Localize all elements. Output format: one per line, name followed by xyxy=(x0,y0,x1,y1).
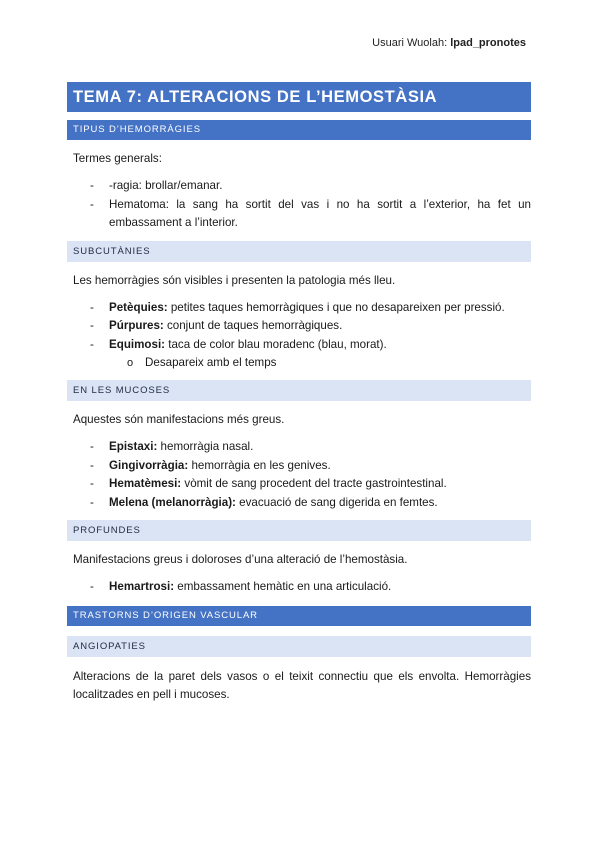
term-label: Púrpures: xyxy=(109,319,164,332)
list-item: - Hematoma: la sang ha sortit del vas i no ha sortit a l’exterior, ha fet un embassament a l’interior. xyxy=(67,196,531,233)
list-item xyxy=(67,299,531,318)
term-label: Petèquies: xyxy=(109,300,168,314)
term-list xyxy=(67,177,531,233)
list-item: - -ragia: brollar/emanar. xyxy=(67,177,531,196)
header-user xyxy=(372,37,526,49)
section-heading-subcutanies: SUBCUTÀNIES xyxy=(67,241,531,262)
term-text: conjunt de taques hemorràgiques. xyxy=(163,319,343,332)
section-heading-mucoses: EN LES MUCOSES xyxy=(67,380,531,401)
term-label: Hemartrosi: xyxy=(109,580,175,593)
header-user-name: lpad_pronotes xyxy=(450,37,526,49)
term-list xyxy=(67,438,531,512)
term-list xyxy=(67,578,531,597)
list-item xyxy=(67,438,531,457)
document-title: TEMA 7: ALTERACIONS DE L’HEMOSTÀSIA xyxy=(67,82,531,112)
term-label: Hematèmesi: xyxy=(109,477,182,490)
section-heading-trastorns: TRASTORNS D’ORIGEN VASCULAR xyxy=(67,606,531,626)
term-text: taca de color blau moradenc (blau, morat). xyxy=(165,337,387,351)
section-intro: Alteracions de la paret dels vasos o el teixit connectiu que els envolta. Hemorràgies localitzades en pell i mucoses. xyxy=(73,669,531,701)
term-text: hemorràgia en les genives. xyxy=(188,458,331,472)
section-intro: Aquestes són manifestacions més greus. xyxy=(73,413,285,426)
section-intro: Termes generals: xyxy=(73,152,162,165)
section-heading-tipus: TIPUS D’HEMORRÀGIES xyxy=(67,120,531,140)
section-heading-angiopaties: ANGIOPATIES xyxy=(67,636,531,657)
term-text: evacuació de sang digerida en femtes. xyxy=(235,495,438,509)
header-user-label: Usuari Wuolah: xyxy=(372,37,448,49)
section-intro: Manifestacions greus i doloroses d’una alteració de l’hemostàsia. xyxy=(73,553,408,566)
list-item xyxy=(67,578,531,597)
sub-list xyxy=(67,354,531,372)
term-label: Melena (melanorràgia): xyxy=(109,495,236,509)
term-text: hemorràgia nasal. xyxy=(157,440,254,453)
term-label: Epistaxi: xyxy=(109,440,158,453)
list-item xyxy=(67,475,531,494)
term-text: vòmit de sang procedent del tracte gastrointestinal. xyxy=(181,477,447,490)
term-text: petites taques hemorràgiques i que no desapareixen per pressió. xyxy=(167,300,505,314)
term-label: Gingivorràgia: xyxy=(109,458,189,472)
list-item xyxy=(67,494,531,513)
list-item xyxy=(67,317,531,336)
list-item xyxy=(67,336,531,355)
section-intro: Les hemorràgies són visibles i presenten la patologia més lleu. xyxy=(73,273,396,287)
term-text: embassament hemàtic en una articulació. xyxy=(174,580,392,593)
term-label: Equimosi: xyxy=(109,337,166,351)
list-item xyxy=(67,457,531,476)
content xyxy=(67,82,531,704)
term-list xyxy=(67,299,531,355)
sub-list-item: o Desapareix amb el temps xyxy=(67,354,531,372)
section-heading-profundes: PROFUNDES xyxy=(67,520,531,541)
